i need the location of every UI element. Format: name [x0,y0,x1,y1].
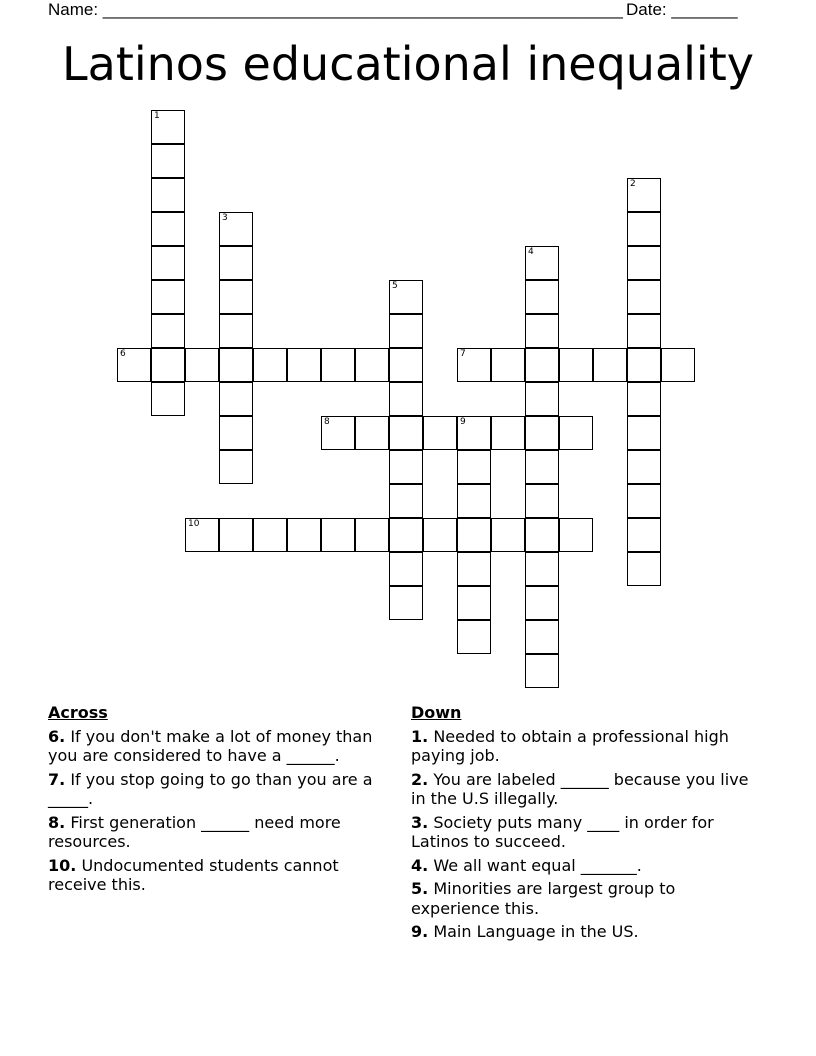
grid-cell[interactable] [525,552,559,586]
grid-cell[interactable] [151,314,185,348]
clue-across-7 [48,770,393,809]
clue-across-10 [48,856,393,895]
grid-cell[interactable] [321,348,355,382]
grid-cell[interactable] [525,450,559,484]
clue-down-2 [411,770,751,809]
down-clues [411,703,751,946]
across-heading: Across [48,703,108,722]
grid-cell[interactable] [423,416,457,450]
grid-cell[interactable] [627,280,661,314]
grid-cell[interactable] [287,518,321,552]
cell-number: 4 [528,247,534,257]
grid-cell[interactable] [219,382,253,416]
clue-text: Undocumented students cannot receive this. [48,855,339,894]
cell-number: 3 [222,213,228,223]
clue-number: 7. [48,769,66,789]
clue-text: Main Language in the US. [433,922,639,941]
clue-number: 1. [411,726,429,746]
grid-cell[interactable] [423,518,457,552]
grid-cell[interactable] [627,484,661,518]
cell-number: 10 [188,519,200,529]
grid-cell[interactable] [525,416,559,450]
grid-cell[interactable] [627,416,661,450]
grid-cell[interactable] [559,416,593,450]
grid-cell[interactable] [525,518,559,552]
clue-down-4 [411,856,751,876]
clue-down-9 [411,922,751,942]
clue-down-1 [411,727,751,766]
clue-text: If you stop going to go than you are a _____. [48,769,373,808]
grid-cell[interactable] [491,348,525,382]
clue-across-6 [48,727,393,766]
clue-number: 8. [48,812,66,832]
clue-number: 6. [48,726,66,746]
date-field[interactable]: Date: _______ [626,0,738,19]
grid-cell[interactable] [219,212,253,246]
grid-cell[interactable] [185,518,219,552]
clue-text: You are labeled ______ because you live in the U.S illegally. [411,769,749,808]
grid-cell[interactable] [219,280,253,314]
clue-number: 5. [411,879,429,898]
clue-number: 2. [411,769,429,789]
grid-cell[interactable] [185,348,219,382]
grid-cell[interactable] [525,586,559,620]
grid-cell[interactable] [389,348,423,382]
grid-cell[interactable] [525,620,559,654]
grid-cell[interactable] [151,348,185,382]
clue-text: Society puts many ____ in order for Latinos to succeed. [411,812,714,851]
grid-cell[interactable] [627,450,661,484]
grid-cell[interactable] [389,518,423,552]
grid-cell[interactable] [151,144,185,178]
grid-cell[interactable] [389,450,423,484]
grid-cell[interactable] [219,518,253,552]
grid-cell[interactable] [219,314,253,348]
grid-cell[interactable] [559,518,593,552]
grid-cell[interactable] [593,348,627,382]
grid-cell[interactable] [457,348,491,382]
grid-cell[interactable] [491,416,525,450]
clue-across-8 [48,813,393,852]
grid-cell[interactable] [491,518,525,552]
clue-text: Needed to obtain a professional high paying job. [411,726,729,765]
grid-cell[interactable] [525,280,559,314]
grid-cell[interactable] [219,246,253,280]
grid-cell[interactable] [627,314,661,348]
grid-cell[interactable] [321,518,355,552]
grid-cell[interactable] [151,382,185,416]
clue-text: We all want equal _______. [433,855,642,875]
grid-cell[interactable] [457,416,491,450]
cell-number: 6 [120,349,126,359]
cell-number: 1 [154,111,160,121]
grid-cell[interactable] [661,348,695,382]
grid-cell[interactable] [457,552,491,586]
grid-cell[interactable] [525,484,559,518]
grid-cell[interactable] [525,246,559,280]
grid-cell[interactable] [627,212,661,246]
grid-cell[interactable] [355,416,389,450]
grid-cell[interactable] [389,586,423,620]
clue-text: If you don't make a lot of money than you are considered to have a ______. [48,726,373,765]
grid-cell[interactable] [253,348,287,382]
grid-cell[interactable] [457,586,491,620]
grid-cell[interactable] [117,348,151,382]
grid-cell[interactable] [151,178,185,212]
grid-cell[interactable] [151,212,185,246]
cell-number: 2 [630,179,636,189]
grid-cell[interactable] [525,314,559,348]
grid-cell[interactable] [627,382,661,416]
clue-number: 9. [411,922,429,941]
cell-number: 7 [460,349,466,359]
clue-text: Minorities are largest group to experience this. [411,879,676,918]
grid-cell[interactable] [627,348,661,382]
grid-cell[interactable] [627,246,661,280]
clue-number: 3. [411,812,429,832]
grid-cell[interactable] [219,450,253,484]
name-field[interactable]: Name: _______________________________________________________ [48,0,623,19]
across-clues [48,703,393,899]
clue-number: 10. [48,855,77,875]
cell-number: 9 [460,417,466,427]
grid-cell[interactable] [457,620,491,654]
grid-cell[interactable] [627,178,661,212]
clue-number: 4. [411,855,429,875]
grid-cell[interactable] [525,382,559,416]
clue-down-3 [411,813,751,852]
grid-cell[interactable] [151,246,185,280]
grid-cell[interactable] [457,484,491,518]
grid-cell[interactable] [627,518,661,552]
grid-cell[interactable] [457,450,491,484]
cell-number: 8 [324,417,330,427]
grid-cell[interactable] [219,416,253,450]
grid-cell[interactable] [253,518,287,552]
grid-cell[interactable] [355,518,389,552]
grid-cell[interactable] [151,110,185,144]
grid-cell[interactable] [287,348,321,382]
down-heading: Down [411,703,462,722]
grid-cell[interactable] [525,348,559,382]
grid-cell[interactable] [559,348,593,382]
grid-cell[interactable] [389,416,423,450]
cell-number: 5 [392,281,398,291]
grid-cell[interactable] [151,280,185,314]
grid-cell[interactable] [389,484,423,518]
grid-cell[interactable] [457,518,491,552]
grid-cell[interactable] [627,552,661,586]
grid-cell[interactable] [389,382,423,416]
grid-cell[interactable] [389,552,423,586]
grid-cell[interactable] [389,314,423,348]
grid-cell[interactable] [321,416,355,450]
grid-cell[interactable] [355,348,389,382]
puzzle-title: Latinos educational inequality [62,37,754,91]
grid-cell[interactable] [525,654,559,688]
clue-text: First generation ______ need more resources. [48,812,341,851]
clue-down-5 [411,879,751,918]
grid-cell[interactable] [389,280,423,314]
grid-cell[interactable] [219,348,253,382]
